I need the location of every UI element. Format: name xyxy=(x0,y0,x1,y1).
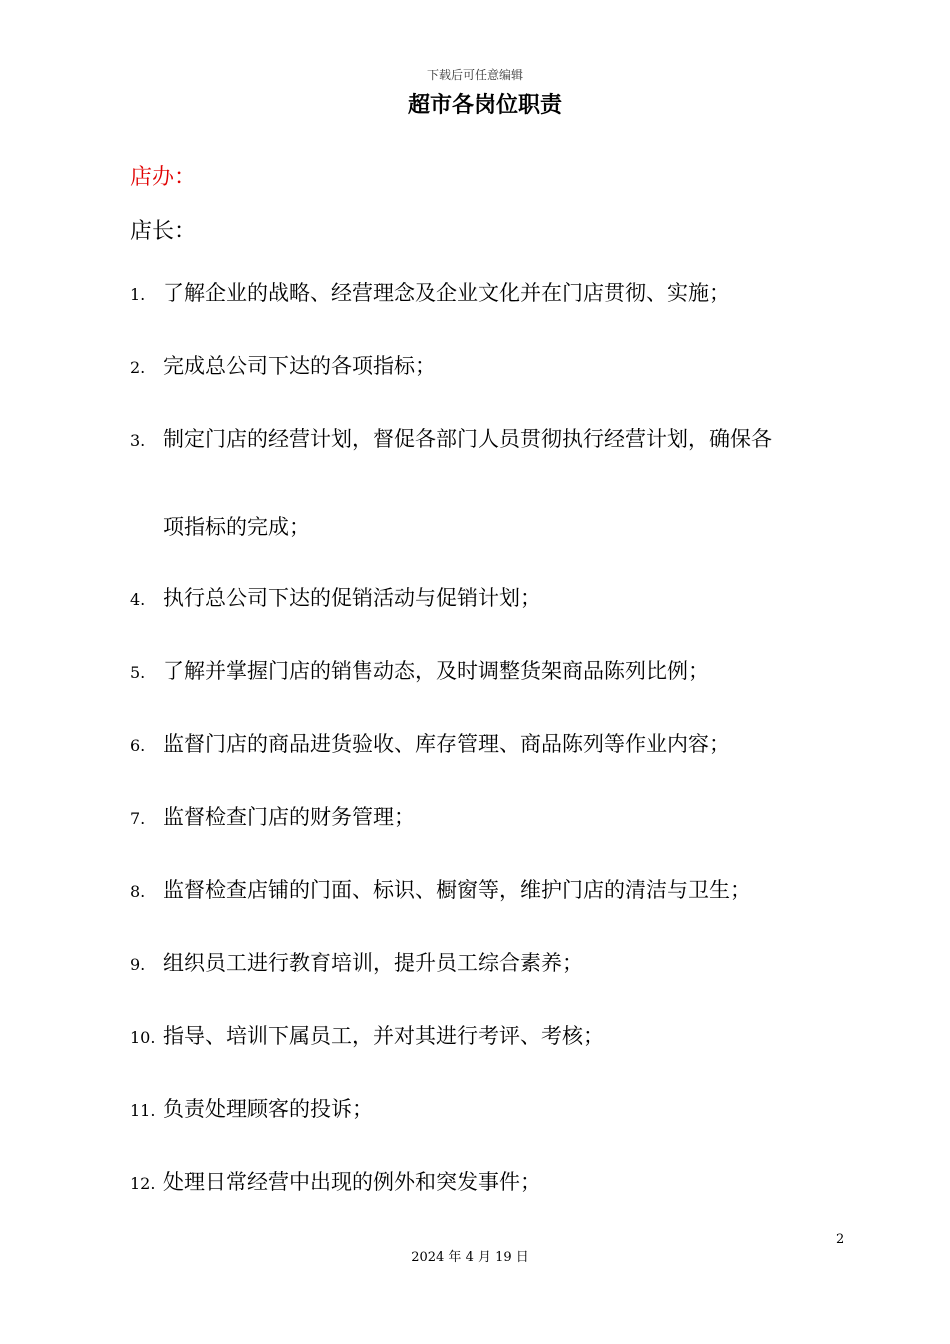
list-item-text: 负责处理顾客的投诉； xyxy=(163,1097,373,1121)
list-item-number: 12. xyxy=(130,1174,156,1193)
list-item-text: 组织员工进行教育培训，提升员工综合素养； xyxy=(163,951,583,975)
list-item-text: 了解并掌握门店的销售动态，及时调整货架商品陈列比例； xyxy=(163,659,709,683)
list-item-number: 1. xyxy=(130,285,146,304)
list-item-text: 监督检查店铺的门面、标识、橱窗等，维护门店的清洁与卫生； xyxy=(163,878,751,902)
section-heading: 店办： xyxy=(130,165,197,190)
list-item-number: 4. xyxy=(130,590,146,609)
list-item-text: 制定门店的经营计划，督促各部门人员贯彻执行经营计划，确保各 xyxy=(163,427,772,451)
list-item-number: 5. xyxy=(130,663,146,682)
header-note: 下载后可任意编辑 xyxy=(426,68,523,82)
document-title: 超市各岗位职责 xyxy=(407,93,562,118)
list-item-text-continued: 项指标的完成； xyxy=(163,515,310,539)
page-number: 2 xyxy=(836,1232,845,1247)
list-item-text: 监督检查门店的财务管理； xyxy=(163,805,415,829)
list-item-number: 10. xyxy=(130,1028,156,1047)
list-item-text: 执行总公司下达的促销活动与促销计划； xyxy=(163,586,541,610)
list-item-number: 8. xyxy=(130,882,146,901)
list-item-text: 监督门店的商品进货验收、库存管理、商品陈列等作业内容； xyxy=(163,732,730,756)
list-item-number: 6. xyxy=(130,736,146,755)
list-item-number: 11. xyxy=(130,1101,156,1120)
list-item-text: 指导、培训下属员工，并对其进行考评、考核； xyxy=(163,1024,604,1048)
list-item-text: 完成总公司下达的各项指标； xyxy=(163,354,436,378)
list-item-text: 处理日常经营中出现的例外和突发事件； xyxy=(163,1170,541,1194)
list-item-number: 2. xyxy=(130,358,146,377)
sub-heading: 店长： xyxy=(130,219,197,244)
footer-date: 2024 年 4 月 19 日 xyxy=(411,1250,529,1265)
list-item-number: 9. xyxy=(130,955,146,974)
list-item-number: 7. xyxy=(130,809,146,828)
list-item-text: 了解企业的战略、经营理念及企业文化并在门店贯彻、实施； xyxy=(163,281,730,305)
list-item-number: 3. xyxy=(130,431,146,450)
